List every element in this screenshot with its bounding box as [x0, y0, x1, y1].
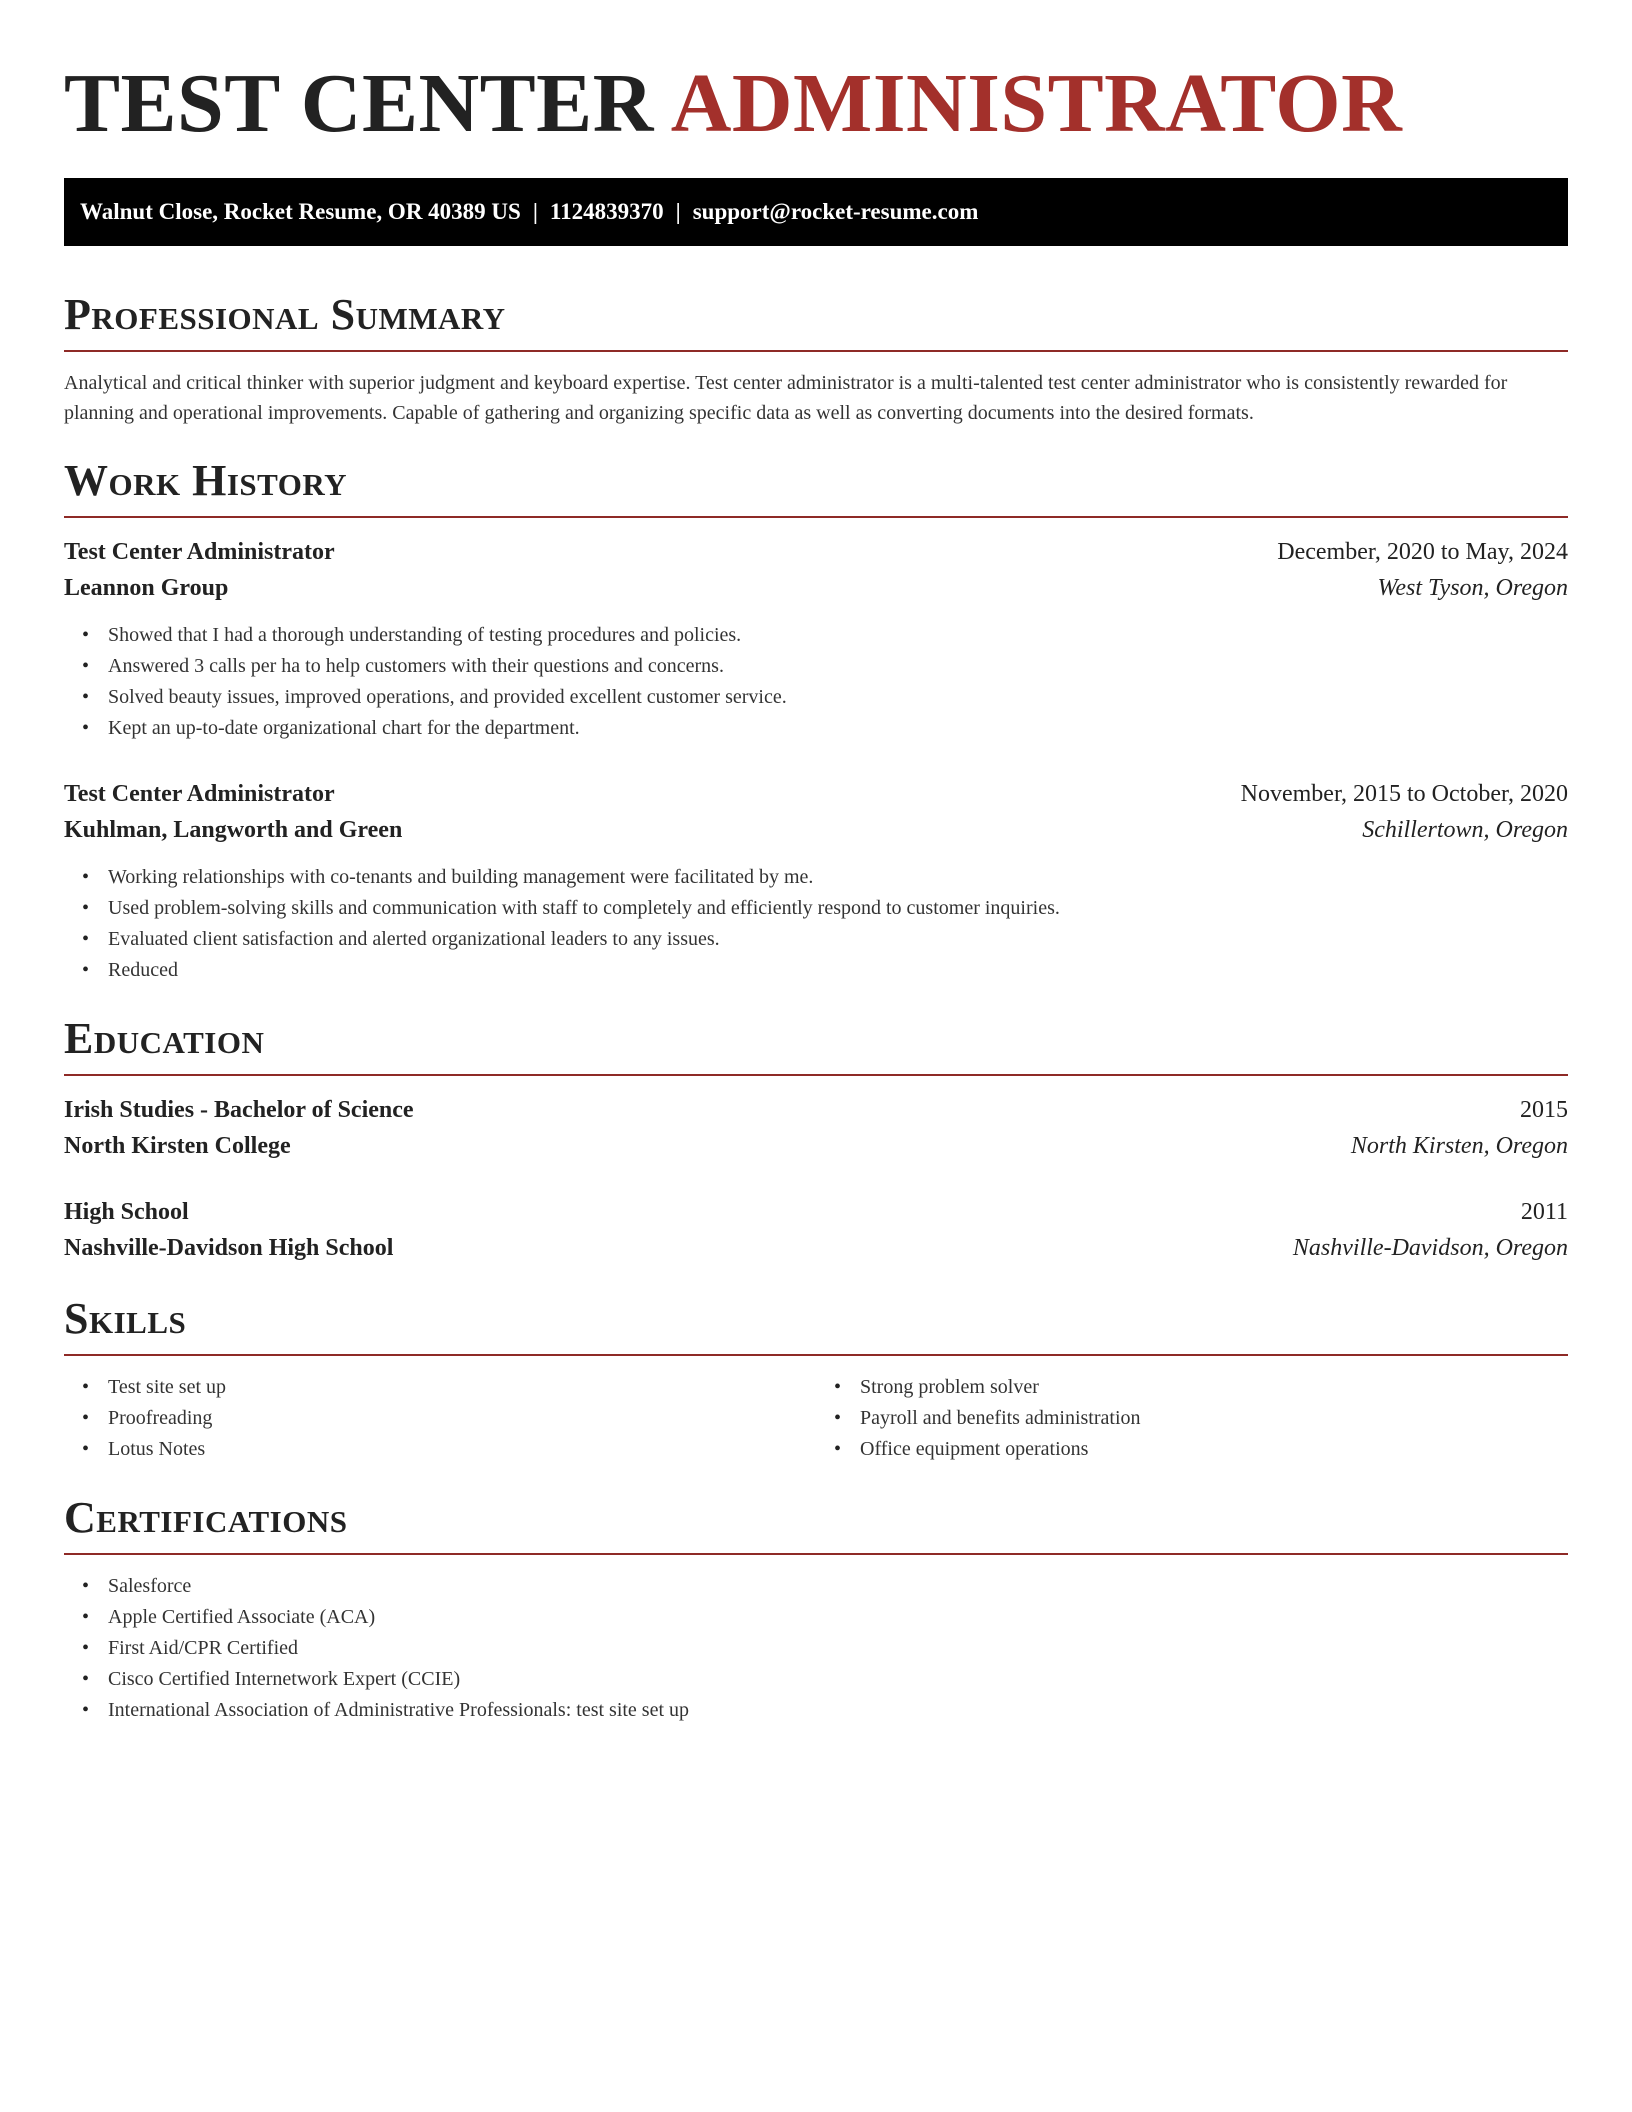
job-bullet: • Evaluated client satisfaction and alerted organizational leaders to any issues.: [108, 924, 1568, 955]
education-location: North Kirsten, Oregon: [1350, 1133, 1568, 1159]
education-school: North Kirsten College: [64, 1133, 291, 1159]
summary-heading: Professional Summary: [64, 290, 506, 339]
education-year: 2011: [1520, 1199, 1568, 1225]
certification-item: • Cisco Certified Internetwork Expert (CCIE): [108, 1664, 1568, 1695]
name-first: TEST CENTER: [64, 57, 654, 150]
job-dates: December, 2020 to May, 2024: [1277, 539, 1568, 565]
certifications-heading: Certifications: [64, 1493, 348, 1542]
section-divider: [64, 1553, 1568, 1555]
skills-list-left: [64, 1372, 816, 1465]
contact-separator: |: [675, 199, 681, 224]
education-section: [64, 1012, 1568, 1266]
contact-email: support@rocket-resume.com: [692, 199, 979, 224]
job-bullet: • Showed that I had a thorough understanding of testing procedures and policies.: [108, 620, 1568, 651]
work-history-section: [64, 454, 1568, 986]
skills-heading: Skills: [64, 1294, 187, 1343]
skill-item: • Payroll and benefits administration: [860, 1403, 1568, 1434]
education-year: 2015: [1520, 1097, 1568, 1123]
job-entry: [64, 534, 1568, 744]
job-bullet: • Kept an up-to-date organizational chart for the department.: [108, 713, 1568, 744]
job-location: West Tyson, Oregon: [1377, 575, 1568, 601]
education-location: Nashville-Davidson, Oregon: [1292, 1235, 1568, 1261]
education-degree: Irish Studies - Bachelor of Science: [64, 1097, 414, 1123]
contact-phone: 1124839370: [549, 199, 664, 224]
education-school: Nashville-Davidson High School: [64, 1235, 394, 1261]
skills-list-right: [816, 1372, 1568, 1465]
job-entry: [64, 776, 1568, 986]
education-heading: Education: [64, 1014, 265, 1063]
summary-section: [64, 288, 1568, 428]
work-history-heading: Work History: [64, 456, 348, 505]
education-degree: High School: [64, 1199, 189, 1225]
job-title: Test Center Administrator: [64, 781, 335, 807]
name-last: ADMINISTRATOR: [670, 57, 1403, 150]
education-entry: [64, 1194, 1568, 1266]
skill-item: • Test site set up: [108, 1372, 816, 1403]
section-divider: [64, 1354, 1568, 1356]
job-bullet: • Used problem-solving skills and communication with staff to completely and efficiently respond to customer inquiries.: [108, 893, 1568, 924]
section-divider: [64, 1074, 1568, 1076]
job-company: Kuhlman, Langworth and Green: [64, 817, 403, 843]
skill-item: • Office equipment operations: [860, 1434, 1568, 1465]
certification-item: • Apple Certified Associate (ACA): [108, 1602, 1568, 1633]
contact-separator: |: [532, 199, 538, 224]
job-title: Test Center Administrator: [64, 539, 335, 565]
job-bullets: [64, 862, 1568, 986]
certifications-list: [64, 1571, 1568, 1726]
resume-name: [64, 54, 1568, 154]
contact-address: Walnut Close, Rocket Resume, OR 40389 US: [80, 199, 521, 224]
skills-section: [64, 1292, 1568, 1465]
job-company: Leannon Group: [64, 575, 229, 601]
job-dates: November, 2015 to October, 2020: [1240, 781, 1568, 807]
skills-grid: [64, 1372, 1568, 1465]
section-divider: [64, 350, 1568, 352]
education-entry: [64, 1092, 1568, 1164]
job-bullets: [64, 620, 1568, 744]
job-bullet: • Working relationships with co-tenants and building management were facilitated by me.: [108, 862, 1568, 893]
contact-bar: [64, 178, 1568, 246]
skill-item: • Proofreading: [108, 1403, 816, 1434]
summary-text: Analytical and critical thinker with superior judgment and keyboard expertise. Test center administrator is a multi-talented test center administrator who is consistently rewarded for planning and operational improvements. Capable of gathering and organizing specific data as well as converting documents into the desired formats.: [64, 372, 1508, 424]
certification-item: • First Aid/CPR Certified: [108, 1633, 1568, 1664]
job-bullet: • Solved beauty issues, improved operations, and provided excellent customer service.: [108, 682, 1568, 713]
certifications-section: [64, 1491, 1568, 1726]
skill-item: • Strong problem solver: [860, 1372, 1568, 1403]
job-bullet: • Reduced: [108, 955, 1568, 986]
skill-item: • Lotus Notes: [108, 1434, 816, 1465]
certification-item: • Salesforce: [108, 1571, 1568, 1602]
certification-item: • International Association of Administrative Professionals: test site set up: [108, 1695, 1568, 1726]
job-location: Schillertown, Oregon: [1362, 817, 1568, 843]
section-divider: [64, 516, 1568, 518]
job-bullet: • Answered 3 calls per ha to help customers with their questions and concerns.: [108, 651, 1568, 682]
